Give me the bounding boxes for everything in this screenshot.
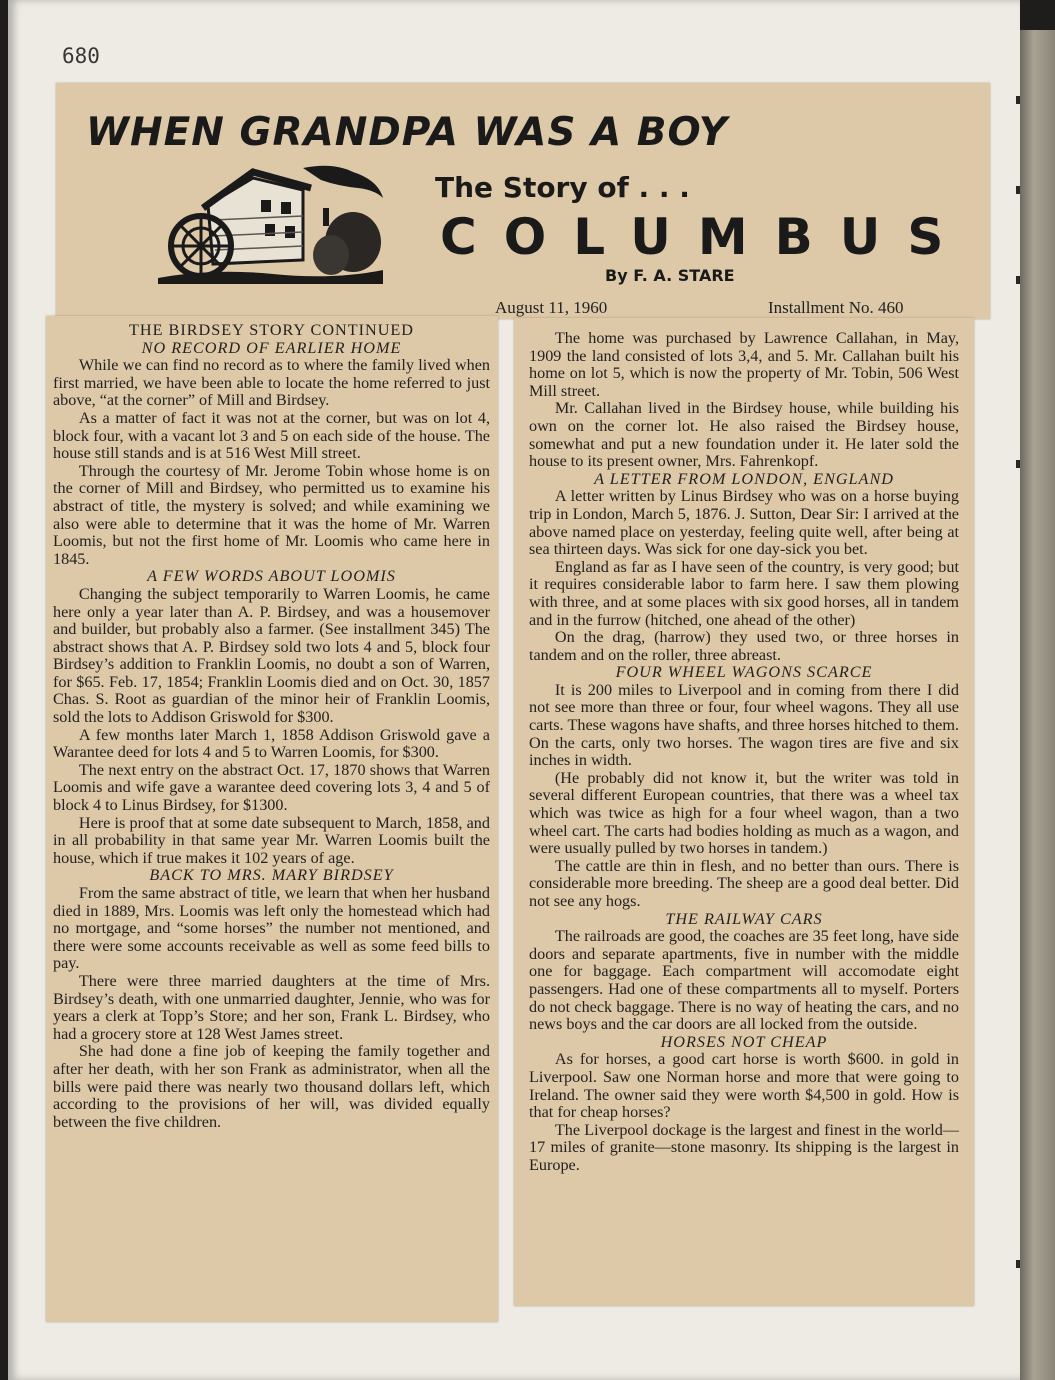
paragraph: Changing the subject temporarily to Warren Loomis, he came here only a year later than A. P. Birdsey, and was a housemover and builder, but probably also a farmer. (See installment 345) The abstract shows that A. P. Birdsey sold two lots 4 and 5, block four Birdsey’s addition to Franklin Loomis, no doubt a son of Warren, for $65. Feb. 17, 1854; Franklin Loomis died and on Oct. 30, 1857 Chas. S. Root as guardian of the minor heir of Franklin Loomis, sold the lots to Addison Griswold for $300. bbox=[53, 584, 490, 727]
binding-mark bbox=[1016, 1260, 1020, 1268]
paragraph: The home was purchased by Lawrence Callahan, in May, 1909 the land consisted of lots 3,4, and 5. Mr. Callahan built his home on lot 5, which is now the property of Mr. Tobin, 506 West Mill street. bbox=[529, 329, 959, 400]
subhead: BACK TO MRS. MARY BIRDSEY bbox=[149, 866, 394, 885]
subhead: NO RECORD OF EARLIER HOME bbox=[141, 338, 402, 357]
paragraph: It is 200 miles to Liverpool and in coming from there I did not see more than three or four, four wheel wagons. They all use carts. These wagons have shafts, and three horses hitched to them. On the carts, only two horses. The wagon tires are five and six inches in width. bbox=[529, 680, 959, 770]
mill-illustration bbox=[153, 160, 388, 290]
subhead: A LETTER FROM LONDON, ENGLAND bbox=[594, 469, 894, 488]
left-column bbox=[53, 322, 490, 1131]
paragraph: As a matter of fact it was not at the corner, but was on lot 4, block four, with a vacant lot 3 and 5 on each side of the house. The house still stands and is at 516 West Mill street. bbox=[53, 408, 490, 463]
series-name: COLUMBUS bbox=[440, 208, 971, 266]
story-of-label: The Story of . . . bbox=[435, 171, 690, 204]
article-title: WHEN GRANDPA WAS A BOY bbox=[86, 110, 729, 155]
paragraph: While we can find no record as to where the family lived when first married, we have been able to locate the home referred to just above, “at the corner” of Mill and Birdsey. bbox=[53, 356, 490, 410]
paragraph: The next entry on the abstract Oct. 17, 1870 shows that Warren Loomis and wife gave a warantee deed covering lots 3, 4 and 5 of block 4 to Linus Birdsey, for $1300. bbox=[53, 760, 490, 815]
paragraph: The cattle are thin in flesh, and no better than ours. There is considerable more breeding. The sheep are a good deal better. Did not see any hogs. bbox=[529, 856, 959, 910]
subhead: A FEW WORDS ABOUT LOOMIS bbox=[147, 567, 396, 586]
binding-mark bbox=[1016, 276, 1020, 284]
paragraph: On the drag, (harrow) they used two, or three horses in tandem and on the roller, three abreast. bbox=[529, 628, 959, 664]
paragraph: Through the courtesy of Mr. Jerome Tobin whose home is on the corner of Mill and Birdsey, who permitted us to examine his abstract of title, the mystery is solved; and while examining we also were able to determine that it was the home of Mr. Warren Loomis, but not the first home of Mr. Loomis who came here in 1845. bbox=[53, 461, 490, 568]
publication-date: August 11, 1960 bbox=[495, 298, 608, 317]
paragraph: She had done a fine job of keeping the family together and after her death, with her son Frank as administrator, when all the bills were paid there was nearly two thousand dollars left, which according to the provisions of her will, was divided equally between the five children. bbox=[53, 1042, 490, 1131]
right-column bbox=[529, 330, 959, 1175]
section-heading: THE BIRDSEY STORY CONTINUED bbox=[129, 321, 414, 339]
binding-mark bbox=[1016, 460, 1020, 468]
paragraph: (He probably did not know it, but the writer was told in several different European countries, that there was a wheel tax which was twice as high for a four wheel wagon, than a two wheel cart. The carts had bodies holding as much as a wagon, and were usually pulled by two horses in tandem.) bbox=[529, 768, 959, 858]
paragraph: There were three married daughters at the time of Mrs. Birdsey’s death, with one unmarried daughter, Jennie, who was for years a clerk at Topp’s Store; and her son, Frank L. Birdsey, who had a grocery store at 128 West James street. bbox=[53, 971, 490, 1043]
paragraph: The railroads are good, the coaches are 35 feet long, have side doors and separate apartments, five in number with the middle one for baggage. Each compartment will accomodate eight passengers. Had one of these compartments all to myself. Porters do not check baggage. There is no way of heating the cars, and no news boys and the car doors are all locked from the outside. bbox=[529, 927, 959, 1034]
book-page-edge bbox=[1020, 30, 1055, 1380]
page-number: 680 bbox=[62, 44, 100, 68]
byline: By F. A. STARE bbox=[605, 266, 735, 285]
installment-number: Installment No. 460 bbox=[768, 298, 904, 317]
binding-mark bbox=[1016, 186, 1020, 194]
subhead: FOUR WHEEL WAGONS SCARCE bbox=[615, 663, 873, 682]
paragraph: Here is proof that at some date subsequent to March, 1858, and in all probability in that same year Mr. Warren Loomis built the house, which if true makes it 102 years of age. bbox=[53, 813, 490, 867]
binding-mark bbox=[1016, 96, 1020, 104]
paragraph: Mr. Callahan lived in the Birdsey house, while building his own on the corner lot. He also raised the Birdsey house, somewhat and put a new foundation under it. He later sold the house to its present owner, Mrs. Fahrenkopf. bbox=[529, 399, 959, 471]
subhead: THE RAILWAY CARS bbox=[665, 909, 823, 928]
paragraph: A letter written by Linus Birdsey who was on a horse buying trip in London, March 5, 1876. J. Sutton, Dear Sir: I arrived at the above named place on yesterday, feeling quite well, after being at sea thirteen days. Was sick for one day-sick you bet. bbox=[529, 487, 959, 559]
subhead: HORSES NOT CHEAP bbox=[660, 1032, 828, 1051]
paragraph: From the same abstract of title, we learn that when her husband died in 1889, Mrs. Loomis was left only the homestead which had no mortgage, and “some horses” the number not mentioned, and there were some accounts receivable as well as some feed bills to pay. bbox=[53, 884, 490, 973]
paragraph: The Liverpool dockage is the largest and finest in the world—17 miles of granite—stone masonry. Its shipping is the largest in Europe. bbox=[529, 1120, 959, 1174]
paragraph: A few months later March 1, 1858 Addison Griswold gave a Warantee deed for lots 4 and 5 to Warren Loomis, for $300. bbox=[53, 725, 490, 762]
paragraph: As for horses, a good cart horse is worth $600. in gold in Liverpool. Saw one Norman horse and more that were going to Ireland. The owner said they were worth $4,500 in gold. How is that for cheap horses? bbox=[529, 1050, 959, 1122]
paragraph: England as far as I have seen of the country, is very good; but it requires considerable labor to farm here. I saw them plowing with three, and at some places with six good horses, all in tandem and in the furrow (hitched, one ahead of the other) bbox=[529, 557, 959, 629]
